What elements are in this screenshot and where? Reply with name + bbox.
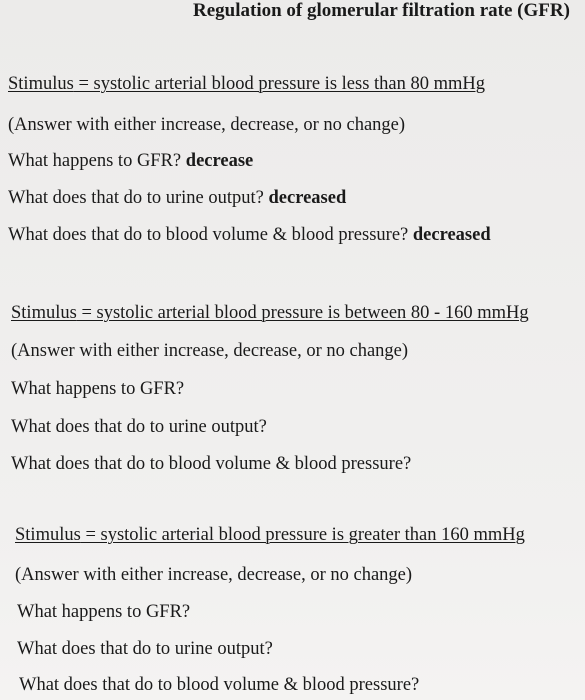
question-gfr bbox=[11, 378, 184, 400]
stimulus-label: Stimulus bbox=[15, 525, 81, 545]
question-gfr bbox=[8, 150, 253, 172]
answer-gfr: decrease bbox=[185, 151, 254, 171]
stimulus-line bbox=[11, 302, 529, 324]
page-title: Regulation of glomerular filtration rate (GFR) bbox=[193, 0, 570, 21]
question-text: What does that do to urine output? bbox=[17, 639, 273, 659]
question-text: What does that do to blood volume & blood pressure? bbox=[19, 675, 420, 695]
question-urine-output bbox=[8, 187, 346, 209]
instruction-text: (Answer with either increase, decrease, or no change) bbox=[8, 115, 406, 135]
stimulus-text: systolic arterial blood pressure is less than 80 mmHg bbox=[93, 74, 486, 94]
answer-urine-output: decreased bbox=[268, 188, 347, 208]
instruction-text: (Answer with either increase, decrease, or no change) bbox=[15, 565, 413, 585]
stimulus-text: systolic arterial blood pressure is between 80 - 160 mmHg bbox=[96, 303, 529, 323]
instruction-text: (Answer with either increase, decrease, or no change) bbox=[11, 341, 409, 361]
question-text: What happens to GFR? bbox=[17, 602, 191, 622]
stimulus-label: Stimulus bbox=[11, 303, 77, 323]
stimulus-equals: = bbox=[80, 525, 101, 545]
question-text: What does that do to blood volume & blood pressure? bbox=[8, 225, 413, 245]
stimulus-equals: = bbox=[76, 303, 97, 323]
stimulus-label: Stimulus bbox=[8, 74, 74, 94]
question-urine-output bbox=[17, 638, 273, 660]
question-urine-output bbox=[11, 416, 267, 438]
question-blood-volume bbox=[8, 224, 491, 246]
answer-blood-volume: decreased bbox=[412, 225, 491, 245]
stimulus-equals: = bbox=[73, 74, 94, 94]
question-text: What does that do to urine output? bbox=[8, 188, 269, 208]
stimulus-line bbox=[8, 73, 485, 95]
question-blood-volume bbox=[11, 453, 411, 475]
question-text: What happens to GFR? bbox=[8, 151, 186, 171]
question-gfr bbox=[17, 601, 190, 623]
question-text: What happens to GFR? bbox=[11, 379, 185, 399]
question-blood-volume bbox=[19, 674, 419, 696]
question-text: What does that do to urine output? bbox=[11, 417, 267, 437]
question-text: What does that do to blood volume & blood pressure? bbox=[11, 454, 412, 474]
stimulus-line bbox=[15, 524, 525, 546]
stimulus-text: systolic arterial blood pressure is greater than 160 mmHg bbox=[100, 525, 525, 545]
